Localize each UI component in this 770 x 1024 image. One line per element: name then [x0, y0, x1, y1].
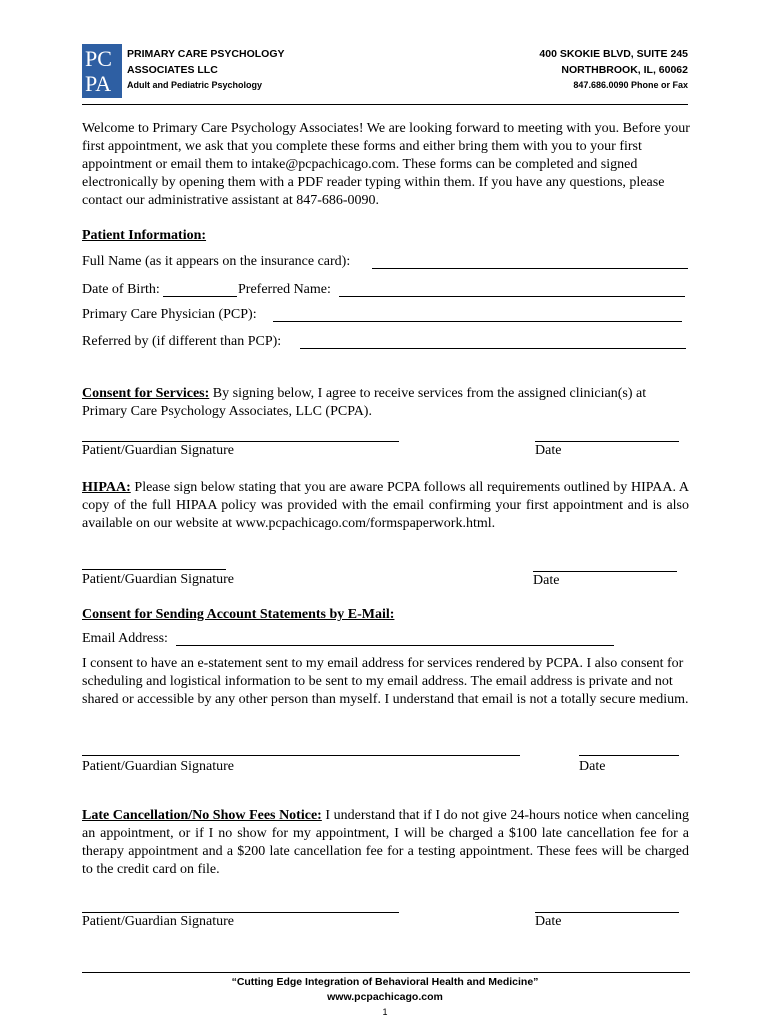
pcpa-logo — [82, 44, 122, 98]
preferred-name-field[interactable] — [339, 296, 685, 297]
address-line2: NORTHBROOK, IL, 60062 — [561, 64, 688, 76]
email-consent-paragraph: I consent to have an e-statement sent to my email address for services rendered by PCPA. I also consent for scheduling and logistical information to be sent to my email address. The email address is private and not shared or accessible by any other person than myself. I understand that email is not a totally secure medium. — [82, 656, 689, 707]
late-cancel-signature-field[interactable] — [82, 912, 399, 913]
consent-services-signature-field[interactable] — [82, 441, 399, 442]
hipaa-heading: HIPAA: — [82, 480, 131, 495]
email-consent-date-label: Date — [579, 759, 606, 774]
dob-field[interactable] — [163, 296, 237, 297]
pcp-field[interactable] — [273, 321, 682, 322]
patient-info-heading: Patient Information: — [82, 228, 207, 243]
email-consent-signature-field[interactable] — [82, 755, 520, 756]
logo-bottom-text: PA — [85, 71, 112, 96]
referred-label: Referred by (if different than PCP): — [82, 334, 282, 349]
full-name-field[interactable] — [372, 268, 688, 269]
intro-paragraph: Welcome to Primary Care Psychology Associates! We are looking forward to meeting with you. Before your first appointment, we ask that you complete these forms and either bring them with you to your first appointment or email them to intake@pcpachicago.com. These forms can be completed and signed electronically by opening them with a PDF reader typing within them. If you have any questions, please contact our administrative assistant at 847-686-0090. — [82, 121, 690, 208]
footer-tagline: “Cutting Edge Integration of Behavioral Health and Medicine” — [231, 976, 539, 988]
header-divider — [82, 104, 688, 105]
org-name-line2: ASSOCIATES LLC — [127, 64, 218, 76]
consent-services-date-field[interactable] — [535, 441, 679, 442]
late-cancel-heading: Late Cancellation/No Show Fees Notice: — [82, 808, 322, 823]
phone-fax: 847.686.0090 Phone or Fax — [573, 80, 688, 90]
logo-top-text: PC — [85, 46, 112, 71]
org-subtitle: Adult and Pediatric Psychology — [127, 80, 263, 90]
consent-services-heading: Consent for Services: — [82, 386, 210, 401]
hipaa-paragraph — [82, 479, 689, 533]
late-cancel-date-field[interactable] — [535, 912, 679, 913]
email-consent-heading: Consent for Sending Account Statements by E-Mail: — [82, 607, 395, 622]
referred-field[interactable] — [300, 348, 686, 349]
late-cancel-date-label: Date — [535, 914, 562, 929]
footer-website: www.pcpachicago.com — [327, 991, 443, 1003]
address-line1: 400 SKOKIE BLVD, SUITE 245 — [539, 48, 688, 60]
footer-divider — [82, 972, 690, 973]
hipaa-signature-field[interactable] — [82, 569, 226, 570]
preferred-name-label: Preferred Name: — [238, 282, 331, 297]
hipaa-date-label: Date — [533, 573, 560, 588]
late-cancel-paragraph — [82, 807, 689, 879]
full-name-label: Full Name (as it appears on the insurance card): — [82, 254, 351, 269]
consent-services-signature-label: Patient/Guardian Signature — [82, 443, 235, 458]
dob-label: Date of Birth: — [82, 282, 160, 297]
email-address-label: Email Address: — [82, 631, 168, 646]
hipaa-date-field[interactable] — [533, 571, 677, 572]
email-address-field[interactable] — [176, 645, 614, 646]
late-cancel-text: I understand that if I do not give 24-hours notice when canceling an appointment, or if I no show for my appointment, I will be charged a $100 late cancellation fee for a therapy appointment and a $200 late cancellation fee for a testing appointment. These fees will be charged to the credit card on file. — [82, 808, 689, 877]
email-consent-date-field[interactable] — [579, 755, 679, 756]
consent-services-paragraph — [82, 385, 692, 421]
email-consent-signature-label: Patient/Guardian Signature — [82, 759, 235, 774]
hipaa-text: Please sign below stating that you are aware PCPA follows all requirements outlined by HIPAA. A copy of the full HIPAA policy was provided with the email confirming your first appointment and is also available on our website at www.pcpachicago.com/formspaperwork.html. — [82, 480, 689, 531]
org-name-line1: PRIMARY CARE PSYCHOLOGY — [127, 48, 285, 60]
late-cancel-signature-label: Patient/Guardian Signature — [82, 914, 235, 929]
page-number: 1 — [382, 1007, 388, 1017]
pcp-label: Primary Care Physician (PCP): — [82, 307, 257, 322]
hipaa-signature-label: Patient/Guardian Signature — [82, 572, 235, 587]
consent-services-date-label: Date — [535, 443, 562, 458]
consent-services-text: By signing below, I agree to receive services from the assigned clinician(s) at Primary Care Psychology Associates, LLC (PCPA). — [82, 386, 647, 419]
